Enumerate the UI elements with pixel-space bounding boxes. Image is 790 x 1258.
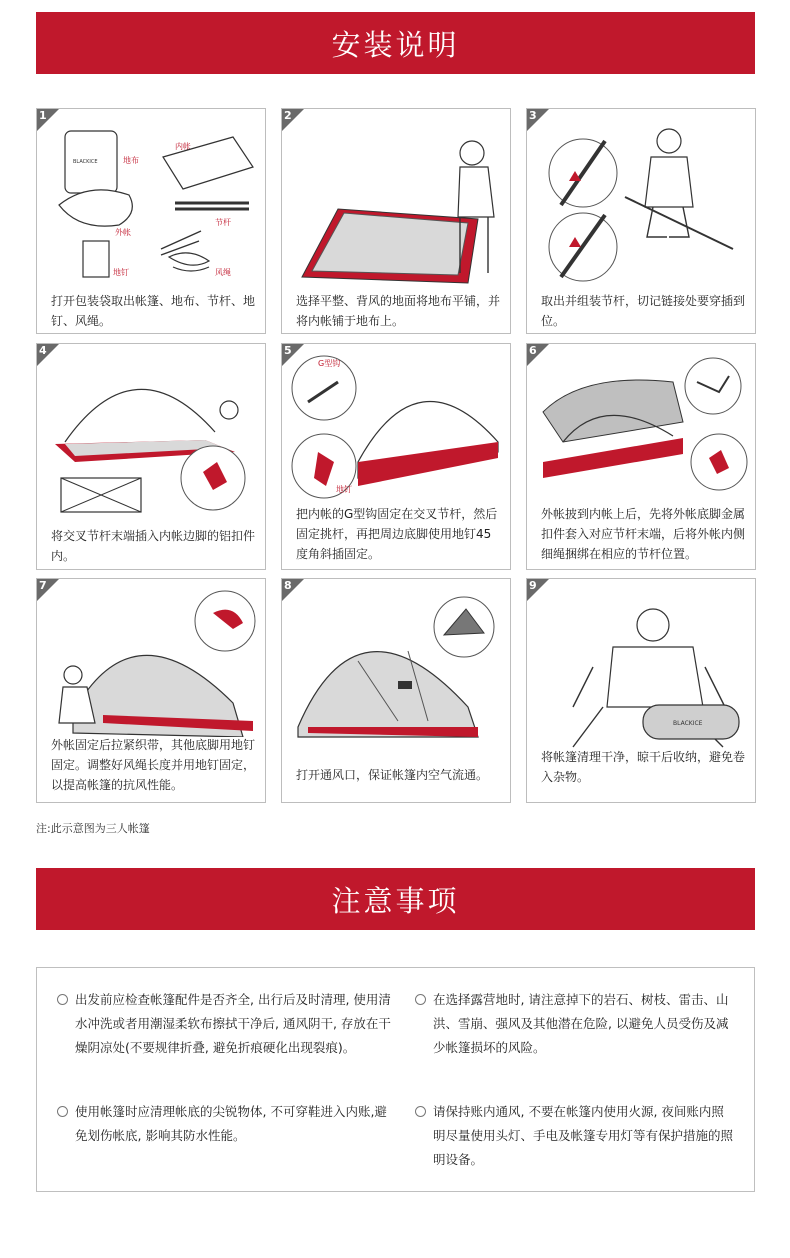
notice-text: 请保持账内通风, 不要在帐篷内使用火源, 夜间账内照明尽量使用头灯、手电及帐篷专用灯等有保护措施的照明设备。 (433, 1104, 734, 1167)
step-card-5 (281, 343, 511, 570)
step-number: 9 (529, 579, 537, 592)
notice-text: 使用帐篷时应清理帐底的尖锐物体, 不可穿鞋进入内账,避免划伤帐底, 影响其防水性能。 (75, 1104, 387, 1143)
label-outer: 外帐 (115, 228, 131, 237)
brand-logo: BLACKICE (73, 159, 98, 165)
step-illustration (288, 587, 504, 755)
step-number: 5 (284, 344, 292, 357)
step-illustration (533, 352, 749, 502)
step-card-3 (526, 108, 756, 334)
install-title-banner (36, 12, 755, 74)
step-caption: 外帐固定后拉紧织带，其他底脚用地钉固定。调整好风绳长度并用地钉固定，以提高帐篷的抗风性能。 (51, 738, 256, 792)
notice-item (433, 988, 733, 1060)
step-illustration (43, 352, 259, 520)
bullet-circle-icon (57, 1106, 68, 1117)
step-number: 6 (529, 344, 537, 357)
step-illustration (288, 352, 504, 502)
step-caption: 将帐篷清理干净，晾干后收纳，避免卷入杂物。 (541, 750, 746, 784)
bullet-circle-icon (415, 1106, 426, 1117)
illustration-note: 注:此示意图为三人帐篷 (36, 822, 150, 835)
step-number: 1 (39, 109, 47, 122)
install-title: 安装说明 (331, 27, 460, 62)
step-caption: 外帐披到内帐上后，先将外帐底脚金属扣件套入对应节杆末端，后将外帐内侧细绳捆绑在相应的节杆位置。 (541, 507, 746, 561)
step-illustration (533, 117, 749, 285)
notice-text: 出发前应检查帐篷配件是否齐全, 出行后及时清理, 使用清水冲洗或者用潮湿柔软布擦拭干净后, 通风阴干, 存放在干燥阴凉处(不要规律折叠, 避免折痕硬化出现裂痕)。 (75, 992, 391, 1055)
notice-text: 在选择露营地时, 请注意掉下的岩石、树枝、雷击、山洪、雪崩、强风及其他潜在危险, 以避免人员受伤及减少帐篷损坏的风险。 (433, 992, 729, 1055)
label-ropes: 风绳 (215, 268, 231, 277)
step-card-1 (36, 108, 266, 334)
tent-logo (398, 681, 412, 689)
label-stake: 地钉 (336, 485, 352, 494)
step-card-4 (36, 343, 266, 570)
label-ghook: G型钩 (318, 359, 341, 368)
step-illustration (43, 587, 259, 737)
bullet-circle-icon (415, 994, 426, 1005)
notice-box (36, 967, 755, 1192)
notice-item (433, 1100, 733, 1172)
step-illustration (288, 117, 504, 285)
step-illustration (533, 587, 749, 755)
step-caption: 取出并组装节杆，切记链接处要穿插到位。 (541, 294, 746, 328)
notice-item (75, 988, 393, 1060)
label-inner: 内帐 (175, 142, 191, 151)
step-number: 4 (39, 344, 47, 357)
step-caption: 打开包装袋取出帐篷、地布、节杆、地钉、风绳。 (51, 294, 256, 328)
step-card-2 (281, 108, 511, 334)
notice-item (75, 1100, 393, 1148)
step-card-8 (281, 578, 511, 803)
notice-title-banner (36, 868, 755, 930)
step-card-7 (36, 578, 266, 803)
step-caption: 选择平整、背风的地面将地布平铺，并将内帐铺于地布上。 (296, 294, 501, 328)
step-caption: 把内帐的G型钩固定在交叉节杆，然后固定挑杆，再把周边底脚使用地钉45度角斜插固定。 (296, 507, 498, 561)
bullet-circle-icon (57, 994, 68, 1005)
label-poles: 节杆 (215, 218, 231, 227)
step-number: 8 (284, 579, 292, 592)
notice-title: 注意事项 (331, 883, 460, 918)
step-card-6 (526, 343, 756, 570)
label-stakes: 地钉 (113, 268, 129, 277)
step-number: 3 (529, 109, 537, 122)
step-number: 7 (39, 579, 47, 592)
step-number: 2 (284, 109, 292, 122)
label-groundsheet: 地布 (123, 156, 139, 165)
step-caption: 将交叉节杆末端插入内帐边脚的铝扣件内。 (51, 529, 256, 563)
bag-brand: BLACKICE (673, 720, 703, 727)
step-caption: 打开通风口，保证帐篷内空气流通。 (296, 768, 489, 782)
step-illustration (43, 117, 259, 285)
step-card-9 (526, 578, 756, 803)
